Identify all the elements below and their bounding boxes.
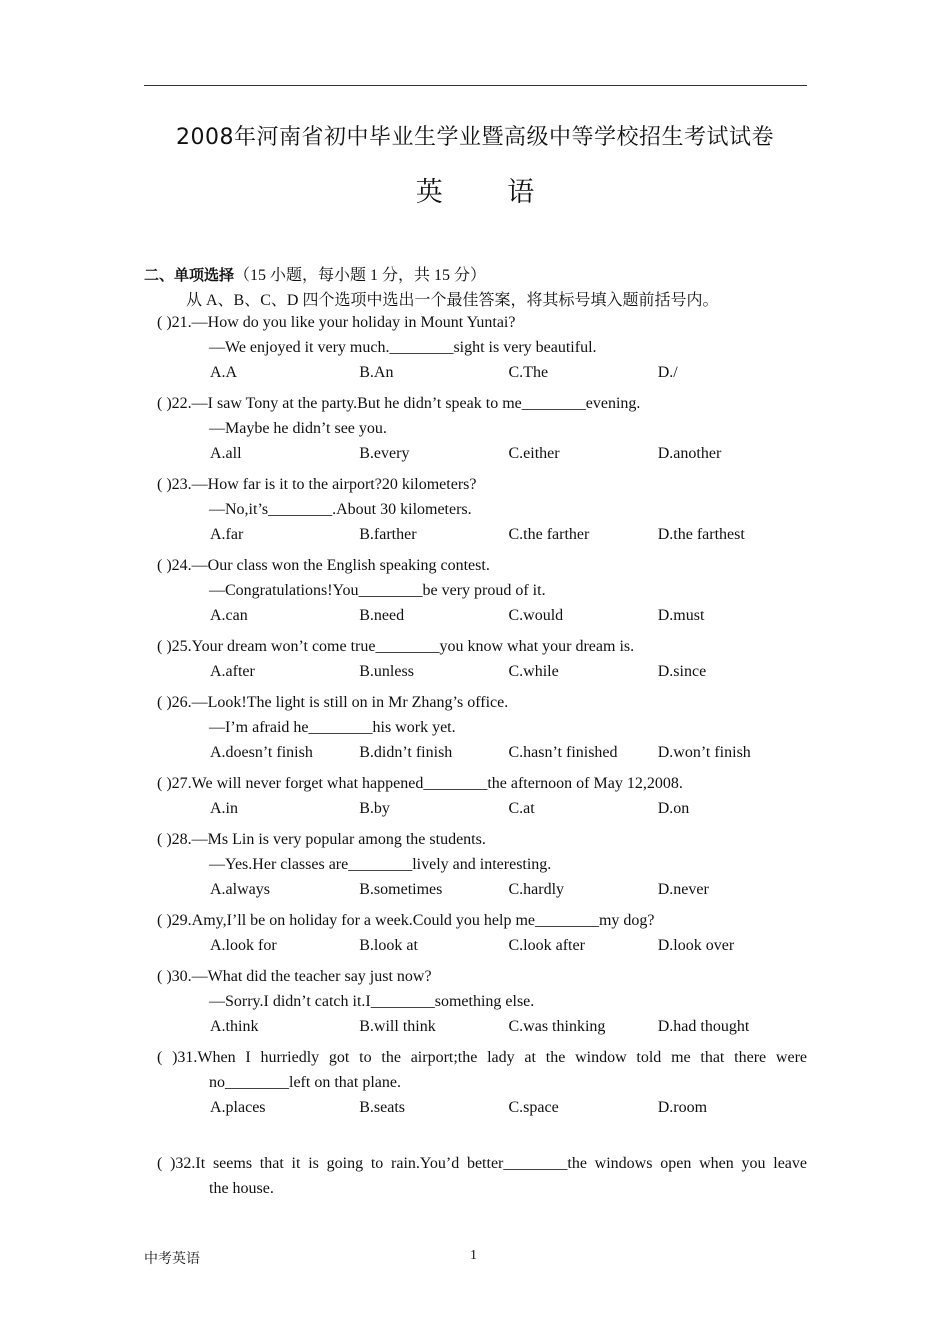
option-row <box>157 441 807 466</box>
question-stem: ( )29.Amy,I’ll be on holiday for a week.Could you help me________my dog? <box>157 912 655 929</box>
option-c: C.hardly <box>508 881 565 898</box>
header-rule <box>144 85 807 86</box>
option-a: A.after <box>210 663 255 680</box>
option-row <box>157 522 807 547</box>
question-line: —I’m afraid he________his work yet. <box>209 719 456 736</box>
option-row <box>157 877 807 902</box>
question-stem: ( )26.—Look!The light is still on in Mr Zhang’s office. <box>157 694 509 711</box>
option-d: D.had thought <box>657 1018 750 1035</box>
page-number: 1 <box>470 1248 477 1263</box>
exam-title: 2008年河南省初中毕业生学业暨高级中等学校招生考试试卷 <box>176 125 774 150</box>
option-c: C.The <box>508 364 549 381</box>
option-b: B.sometimes <box>359 881 443 898</box>
option-c: C.while <box>508 663 559 680</box>
option-c: C.at <box>508 800 535 817</box>
option-b: B.farther <box>359 526 417 543</box>
footer-label: 中考英语 <box>144 1252 200 1267</box>
question-line: the house. <box>209 1180 274 1197</box>
question-24 <box>157 553 807 628</box>
question-stem: ( )23.—How far is it to the airport?20 kilometers? <box>157 476 477 493</box>
option-d: D.look over <box>657 937 735 954</box>
question-32 <box>157 1151 807 1201</box>
question-line: —No,it’s________.About 30 kilometers. <box>209 501 472 518</box>
option-b: B.didn’t finish <box>359 744 453 761</box>
option-c: C.was thinking <box>508 1018 606 1035</box>
option-c: C.space <box>508 1099 559 1116</box>
option-b: B.will think <box>359 1018 436 1035</box>
question-stem: ( )24.—Our class won the English speaking contest. <box>157 557 490 574</box>
option-c: C.would <box>508 607 564 624</box>
option-row <box>157 796 807 821</box>
option-a: A.A <box>210 364 238 381</box>
section-heading-label: 二、单项选择 <box>144 266 235 284</box>
option-b: B.unless <box>359 663 414 680</box>
option-a: A.in <box>210 800 238 817</box>
question-25 <box>157 634 807 684</box>
question-line: —Maybe he didn’t see you. <box>209 420 387 437</box>
option-a: A.think <box>210 1018 259 1035</box>
option-d: D.the farthest <box>657 526 745 543</box>
option-d: D.won’t finish <box>657 744 751 761</box>
question-21 <box>157 310 807 385</box>
option-a: A.doesn’t finish <box>210 744 313 761</box>
question-line: —We enjoyed it very much.________sight is very beautiful. <box>209 339 597 356</box>
section-heading <box>144 262 486 285</box>
question-30 <box>157 964 807 1039</box>
option-a: A.always <box>210 881 270 898</box>
option-c: C.either <box>508 445 560 462</box>
option-row <box>157 1095 807 1120</box>
option-row <box>157 740 807 765</box>
option-b: B.every <box>359 445 410 462</box>
question-line: —Sorry.I didn’t catch it.I________something else. <box>209 993 535 1010</box>
question-28 <box>157 827 807 902</box>
question-stem: ( )25.Your dream won’t come true________you know what your dream is. <box>157 638 635 655</box>
question-23 <box>157 472 807 547</box>
option-d: D./ <box>657 364 678 381</box>
option-c: C.the farther <box>508 526 590 543</box>
question-line: —Congratulations!You________be very proud of it. <box>209 582 546 599</box>
option-b: B.look at <box>359 937 418 954</box>
subject-title: 英 语 <box>415 177 563 208</box>
option-d: D.must <box>657 607 705 624</box>
option-d: D.room <box>657 1099 708 1116</box>
option-a: A.places <box>210 1099 266 1116</box>
option-d: D.since <box>657 663 707 680</box>
option-c: C.hasn’t finished <box>508 744 618 761</box>
question-31 <box>157 1045 807 1120</box>
question-27 <box>157 771 807 821</box>
question-stem: ( )31.When I hurriedly got to the airport;the lady at the window told me that there were <box>157 1049 807 1066</box>
option-c: C.look after <box>508 937 585 954</box>
question-stem: ( )30.—What did the teacher say just now? <box>157 968 432 985</box>
section-instruction: 从 A、B、C、D 四个选项中选出一个最佳答案，将其标号填入题前括号内。 <box>186 292 719 309</box>
question-26 <box>157 690 807 765</box>
question-stem: ( )27.We will never forget what happened________the afternoon of May 12,2008. <box>157 775 683 792</box>
option-a: A.can <box>210 607 248 624</box>
option-row <box>157 603 807 628</box>
option-row <box>157 360 807 385</box>
question-stem: ( )21.—How do you like your holiday in Mount Yuntai? <box>157 314 516 331</box>
option-d: D.on <box>657 800 690 817</box>
question-line: —Yes.Her classes are________lively and interesting. <box>209 856 552 873</box>
option-row <box>157 659 807 684</box>
section-heading-note: （15 小题，每小题 1 分，共 15 分） <box>234 267 487 284</box>
option-row <box>157 1014 807 1039</box>
option-a: A.all <box>210 445 242 462</box>
question-line: no________left on that plane. <box>209 1074 401 1091</box>
option-b: B.by <box>359 800 390 817</box>
option-row <box>157 933 807 958</box>
option-a: A.look for <box>210 937 277 954</box>
question-stem: ( )32.It seems that it is going to rain.You’d better________the windows open when you leave <box>157 1155 807 1172</box>
option-b: B.seats <box>359 1099 406 1116</box>
option-d: D.another <box>657 445 722 462</box>
question-stem: ( )28.—Ms Lin is very popular among the students. <box>157 831 486 848</box>
question-stem: ( )22.—I saw Tony at the party.But he didn’t speak to me________evening. <box>157 395 641 412</box>
option-a: A.far <box>210 526 244 543</box>
question-22 <box>157 391 807 466</box>
option-b: B.An <box>359 364 394 381</box>
option-b: B.need <box>359 607 405 624</box>
option-d: D.never <box>657 881 709 898</box>
question-29 <box>157 908 807 958</box>
